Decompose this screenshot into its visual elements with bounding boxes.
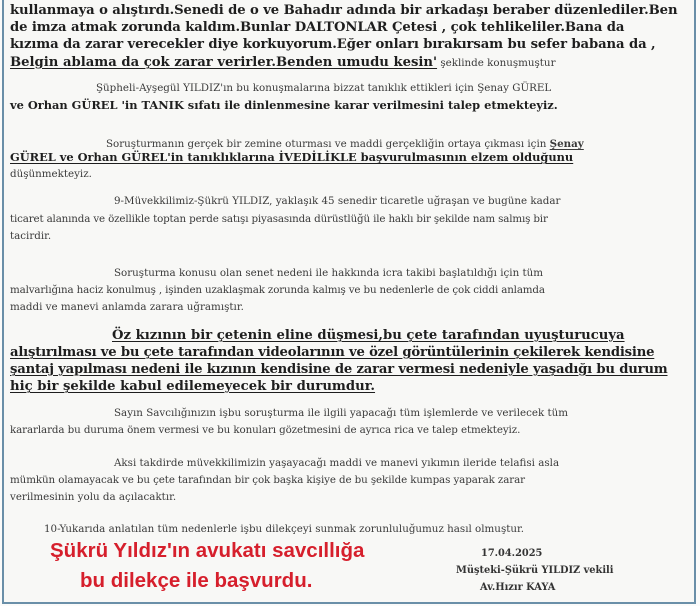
intro-line-4-tail: şeklinde konuşmuştur xyxy=(437,57,556,69)
intro-line-4-quote: Belgin ablama da çok zarar verirler.Benden umudu kesin' xyxy=(10,55,438,70)
investigation-line-1-text: Soruşturmanın gerçek bir zemine oturması ve maddi gerçekliğin ortaya çıkması için xyxy=(106,138,550,150)
intro-line-1: kullanmaya o alıştırdı.Senedi de o ve Bahadır adında bir arkadaşı beraber düzenlediler.Ben xyxy=(10,3,678,18)
daughter-line-4: hiç bir şekilde kabul edilemeyecek bir durumdur. xyxy=(10,379,376,394)
daughter-line-1: Öz kızının bir çetenin eline düşmesi,bu çete tarafından uyuşturucuya xyxy=(112,328,625,343)
signature-role: Müşteki-Şükrü YILDIZ vekili xyxy=(456,565,614,576)
item9-line-2: ticaret alanında ve özellikle toptan perde satışı piyasasında dürüstlüğü ile haklı bir şekilde nam salmış bir xyxy=(10,213,548,225)
investigation-line-3: düşünmekteyiz. xyxy=(10,168,92,180)
signature-date: 17.04.2025 xyxy=(481,548,543,559)
item9-line-3: tacirdir. xyxy=(10,230,52,242)
intro-line-3: kızıma da zarar verecekler diye korkuyorum.Eğer onları bırakırsam bu sefer babana da , xyxy=(10,37,656,52)
daughter-line-3: şantaj yapılması nedeni ile kızının kendisine de zarar vermesi nedeniyle yaşadığı bu durum xyxy=(10,362,668,377)
daughter-line-2: alıştırılması ve bu çete tarafından videolarının ve özel görüntülerinin çekilerek kendisine xyxy=(10,345,655,360)
intro-line-4 xyxy=(10,53,556,71)
witness-line-1: Şüpheli-Ayşegül YILDIZ'ın bu konuşmalarına bizzat tanıklık ettikleri için Şenay GÜREL xyxy=(96,82,552,94)
witness-line-2: ve Orhan GÜREL 'in TANIK sıfatı ile dinlenmesine karar verilmesini talep etmekteyiz. xyxy=(10,98,558,112)
otherwise-line-2: mümkün olamayacak ve bu çete tarafından bir çok başka kişiye de bu şekilde kumpas yaparak zarar xyxy=(10,474,525,486)
otherwise-line-3: verilmesinin yolu da açılacaktır. xyxy=(10,491,177,503)
intro-line-2: de imza atmak zorunda kaldım.Bunlar DALTONLAR Çetesi , çok tehlikeliler.Bana da xyxy=(10,20,625,35)
caption-line-2: bu dilekçe ile başvurdu. xyxy=(80,569,313,592)
subject-line-2: malvarlığına haciz konulmuş , işinden uzaklaşmak zorunda kalmış ve bu nedenlerle de çok ciddi anlamda xyxy=(10,284,545,296)
investigation-line-2: GÜREL ve Orhan GÜREL'in tanıklıklarına İVEDİLİKLE başvurulmasının elzem olduğunu xyxy=(10,150,574,164)
investigation-line-1-name: Şenay xyxy=(549,138,584,150)
subject-line-1: Soruşturma konusu olan senet nedeni ile hakkında icra takibi başlatıldığı için tüm xyxy=(114,267,544,279)
subject-line-3: maddi ve manevi anlamda zarara uğramıştır. xyxy=(10,301,244,313)
item10-line-1: 10-Yukarıda anlatılan tüm nedenlerle işbu dilekçeyi sunmak zorunluluğumuz hasıl olmuştur. xyxy=(44,523,525,535)
request-line-2: kararlarda bu duruma önem vermesi ve bu konuları gözetmesini de ayrıca rica ve talep etmekteyiz. xyxy=(10,424,521,436)
otherwise-line-1: Aksi takdirde müvekkilimizin yaşayacağı maddi ve manevi yıkımın ileride telafisi asla xyxy=(114,457,560,469)
signature-name: Av.Hızır KAYA xyxy=(480,582,556,593)
caption-line-1: Şükrü Yıldız'ın avukatı savcıllığa xyxy=(50,539,365,562)
request-line-1: Sayın Savcılığınızın işbu soruşturma ile ilgili yapacağı tüm işlemlerde ve verilecek tüm xyxy=(114,407,568,419)
item9-line-1: 9-Müvekkilimiz-Şükrü YILDIZ, yaklaşık 45 senedir ticaretle uğraşan ve bugüne kadar xyxy=(114,195,561,207)
